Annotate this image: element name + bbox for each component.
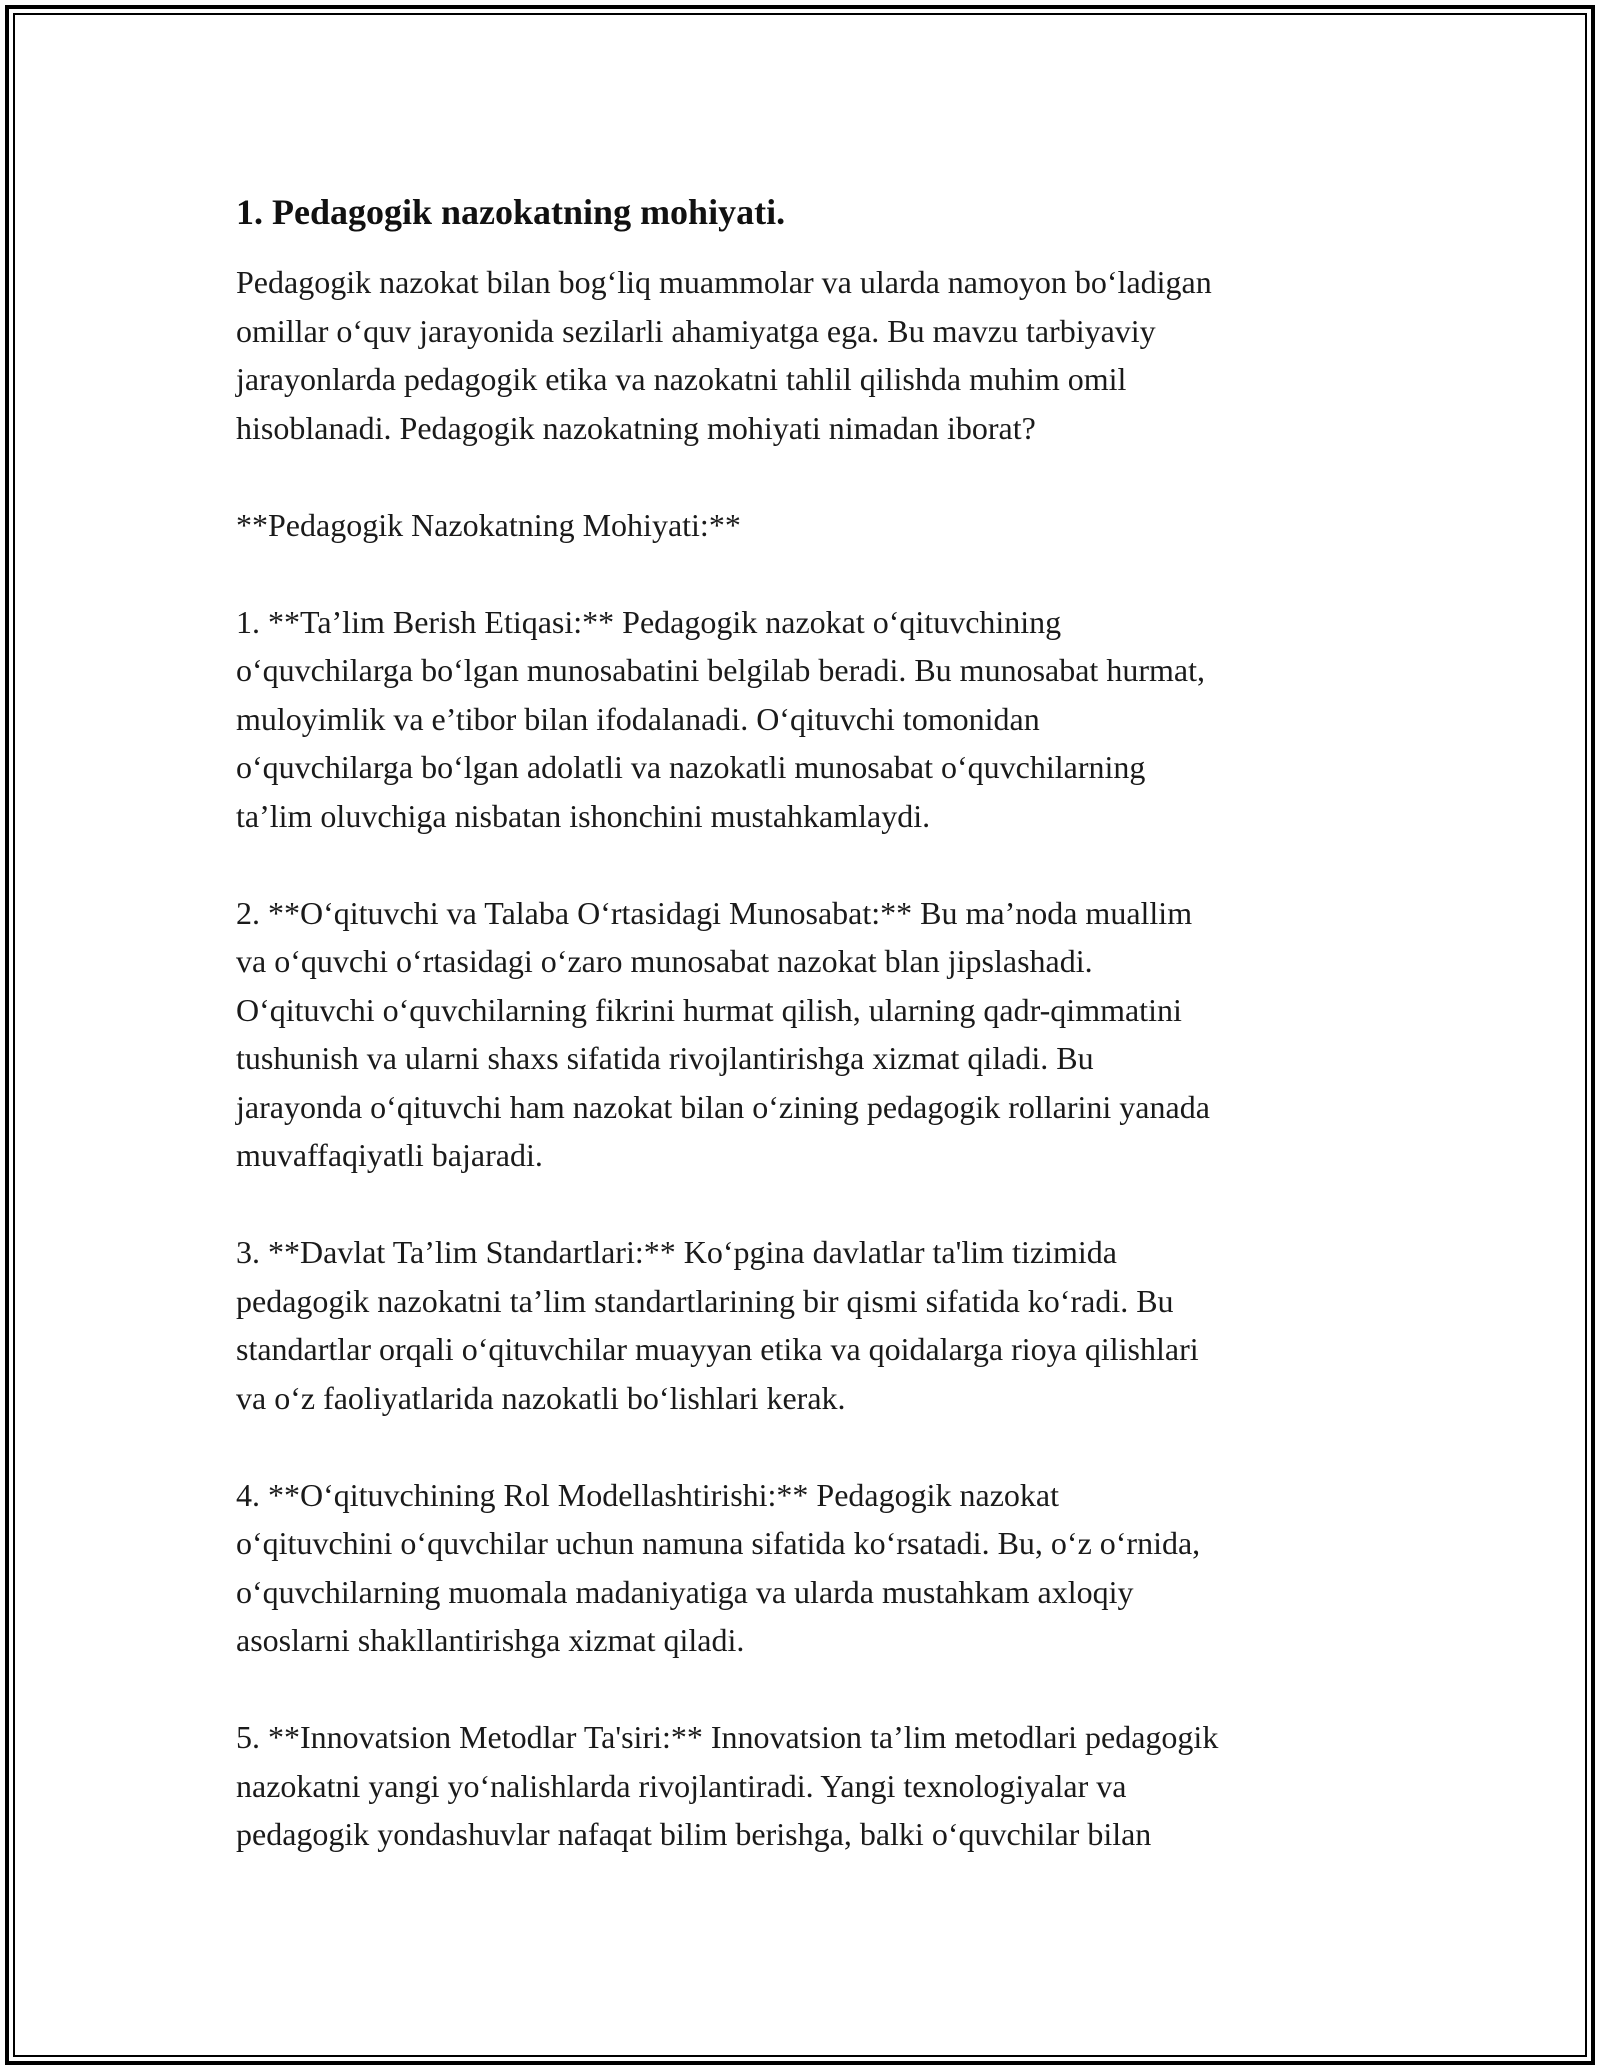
list-item-4: 4. **O‘qituvchining Rol Modellashtirishi:** Pedagogik nazokat o‘qituvchini o‘quvchilar uchun namuna sifatida ko‘rsatadi. Bu, o‘z o‘rnida, o‘quvchilarning muomala madaniyatiga va ularda mustahkam axloqiy asoslarni shakllantirishga xizmat qiladi.	[236, 1476, 1201, 1658]
intro-paragraph: Pedagogik nazokat bilan bog‘liq muammolar va ularda namoyon bo‘ladigan omillar o‘quv jarayonida sezilarli ahamiyatga ega. Bu mavzu tarbiyaviy jarayonlarda pedagogik etika va nazokatni tahlil qilishda muhim omil hisoblanadi. Pedagogik nazokatning mohiyati nimadan iborat?	[236, 264, 1212, 446]
section-heading: 1. Pedagogik nazokatning mohiyati.	[236, 192, 786, 232]
document-body	[236, 188, 1376, 1859]
list-item-5: 5. **Innovatsion Metodlar Ta'siri:** Innovatsion ta’lim metodlari pedagogik nazokatni yangi yo‘nalishlarda rivojlantiradi. Yangi texnologiyalar va pedagogik yondashuvlar nafaqat bilim berishga, balki o‘quvchilar bilan	[236, 1719, 1219, 1852]
list-item-1: 1. **Ta’lim Berish Etiqasi:** Pedagogik nazokat o‘qituvchining o‘quvchilarga bo‘lgan munosabatini belgilab beradi. Bu munosabat hurmat, muloyimlik va e’tibor bilan ifodalanadi. O‘qituvchi tomonidan o‘quvchilarga bo‘lgan adolatli va nazokatli munosabat o‘quvchilarning ta’lim oluvchiga nisbatan ishonchini mustahkamlaydi.	[236, 603, 1205, 834]
list-item-3: 3. **Davlat Ta’lim Standartlari:** Ko‘pgina davlatlar ta'lim tizimida pedagogik nazokatni ta’lim standartlarining bir qismi sifatida ko‘radi. Bu standartlar orqali o‘qituvchilar muayyan etika va qoidalarga rioya qilishlari va o‘z faoliyatlarida nazokatli bo‘lishlari kerak.	[236, 1234, 1199, 1416]
subheading-paragraph: **Pedagogik Nazokatning Mohiyati:**	[236, 506, 741, 543]
list-item-2: 2. **O‘qituvchi va Talaba O‘rtasidagi Munosabat:** Bu ma’noda muallim va o‘quvchi o‘rtasidagi o‘zaro munosabat nazokat blan jipslashadi. O‘qituvchi o‘quvchilarning fikrini hurmat qilish, ularning qadr-qimmatini tushunish va ularni shaxs sifatida rivojlantirishga xizmat qiladi. Bu jarayonda o‘qituvchi ham nazokat bilan o‘zining pedagogik rollarini yanada muvaffaqiyatli bajaradi.	[236, 894, 1210, 1173]
